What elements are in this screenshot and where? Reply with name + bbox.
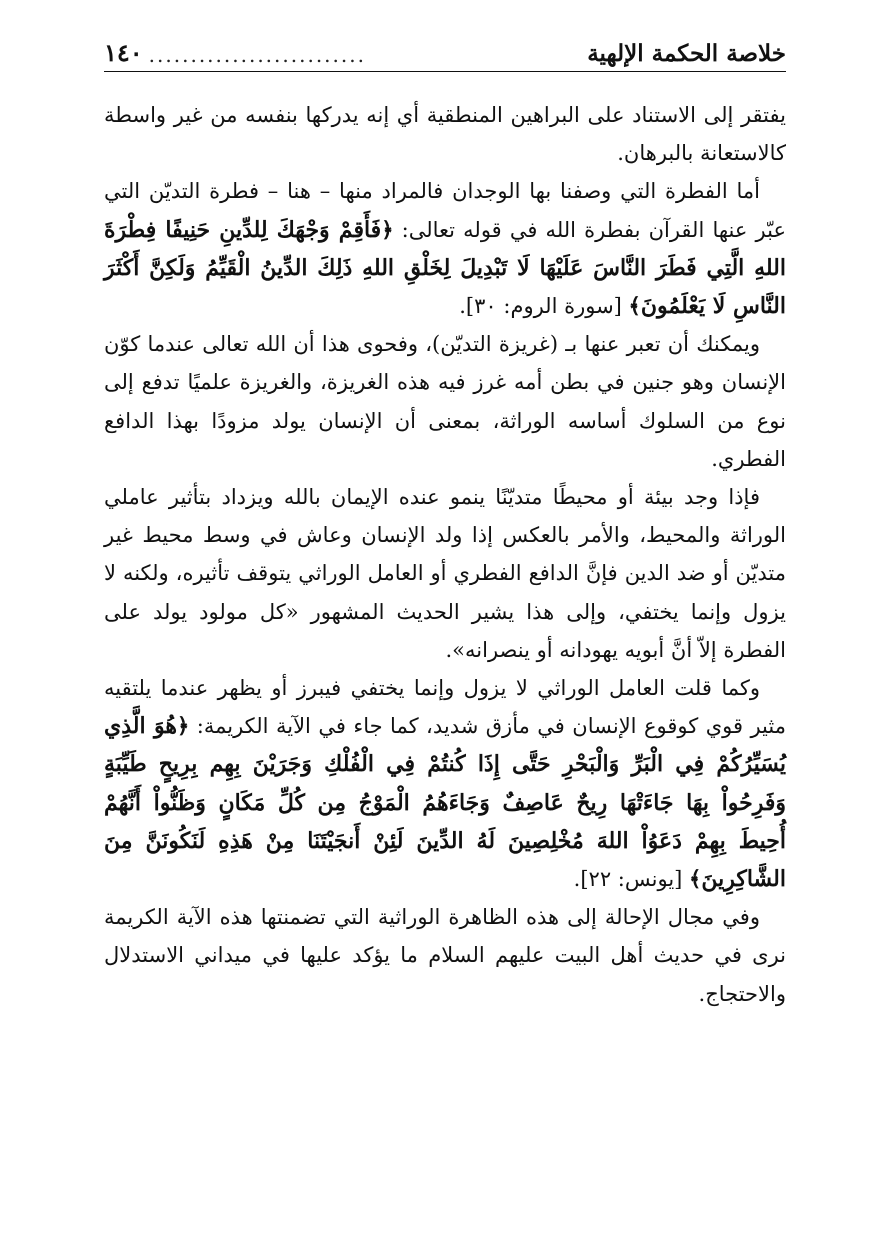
paragraph-2-lead: أما الفطرة التي وصفنا بها الوجدان فالمراد منها – هنا – فطرة التديّن التي عبّر عنها القرآن بفطرة الله في قوله تعالى: [104, 179, 786, 242]
paragraph-1: يفتقر إلى الاستناد على البراهين المنطقية أي إنه يدركها بنفسه من غير واسطة كالاستعانة بالبرهان. [104, 103, 786, 166]
paragraph-5 [104, 669, 786, 898]
paragraph-2 [104, 172, 786, 325]
quran-open-bracket: ﴿ [177, 713, 190, 739]
page-number: ١٤٠ [104, 38, 143, 67]
verse-reference: [سورة الروم: ٣٠]. [459, 294, 629, 319]
page-header [104, 36, 786, 72]
paragraph-5-lead: وكما قلت العامل الوراثي لا يزول وإنما يختفي فيبرز أو يظهر عندما يلتقيه مثير قوي كوقوع الإنسان في مأزق شديد، كما جاء في الآية الكريمة: [104, 676, 786, 739]
verse-reference: [يونس: ٢٢]. [573, 867, 690, 892]
quran-verse-rum-30: فَأَقِمْ وَجْهَكَ لِلدِّينِ حَنِيفًا فِطْرَةَ اللهِ الَّتِي فَطَرَ النَّاسَ عَلَيْهَا لَا تَبْدِيلَ لِخَلْقِ اللهِ ذَلِكَ الدِّينُ الْقَيِّمُ وَلَكِنَّ أَكْثَرَ النَّاسِ لَا يَعْلَمُونَ [104, 216, 786, 320]
paragraph-3: ويمكنك أن تعبر عنها بـ (غريزة التديّن)، وفحوى هذا أن الله تعالى عندما كوّن الإنسان وهو جنين في بطن أمه غرز فيه هذه الغريزة، والغريزة علميًا تدفع إلى نوع من السلوك أساسه الوراثة، بمعنى أن الإنسان يولد مزودًا بهذا الدافع الفطري. [104, 332, 786, 471]
paragraph-6: وفي مجال الإحالة إلى هذه الظاهرة الوراثية التي تضمنتها هذه الآية الكريمة نرى في حديث أهل البيت عليهم السلام ما يؤكد عليها في ميداني الاستدلال والاحتجاج. [104, 905, 786, 1006]
quran-close-bracket: ﴾ [689, 866, 702, 892]
quran-open-bracket: ﴿ [381, 216, 394, 242]
quran-close-bracket: ﴾ [628, 293, 641, 319]
header-dot-leader: .......................... [148, 43, 366, 67]
header-page-marker [104, 38, 366, 67]
quran-verse-yunus-22: هُوَ الَّذِي يُسَيِّرُكُمْ فِي الْبَرِّ وَالْبَحْرِ حَتَّى إِذَا كُنتُمْ فِي الْفُلْكِ وَجَرَيْنَ بِهِم بِرِيحٍ طَيِّبَةٍ وَفَرِحُواْ بِهَا جَاءَتْهَا رِيحٌ عَاصِفٌ وَجَاءَهُمُ الْمَوْجُ مِن كُلِّ مَكَانٍ وَظَنُّواْ أَنَّهُمْ أُحِيطَ بِهِمْ دَعَوُاْ اللهَ مُخْلِصِينَ لَهُ الدِّينَ لَئِنْ أَنجَيْتَنَا مِنْ هَذِهِ لَنَكُونَنَّ مِنَ الشَّاكِرِينَ [104, 713, 786, 893]
paragraph-4: فإذا وجد بيئة أو محيطًا متديّنًا ينمو عنده الإيمان بالله ويزداد بتأثير عاملي الوراثة والمحيط، والأمر بالعكس إذا ولد الإنسان وعاش في وسط محيط غير متديّن أو ضد الدين فإنَّ الدافع الفطري أو العامل الوراثي يتوقف تأثيره، ولكنه لا يزول وإنما يختفي، وإلى هذا يشير الحديث المشهور «كل مولود يولد على الفطرة إلاّ أنَّ أبويه يهودانه أو ينصرانه». [104, 485, 786, 662]
body-text [104, 96, 786, 1013]
running-title: خلاصة الحكمة الإلهية [587, 40, 786, 67]
